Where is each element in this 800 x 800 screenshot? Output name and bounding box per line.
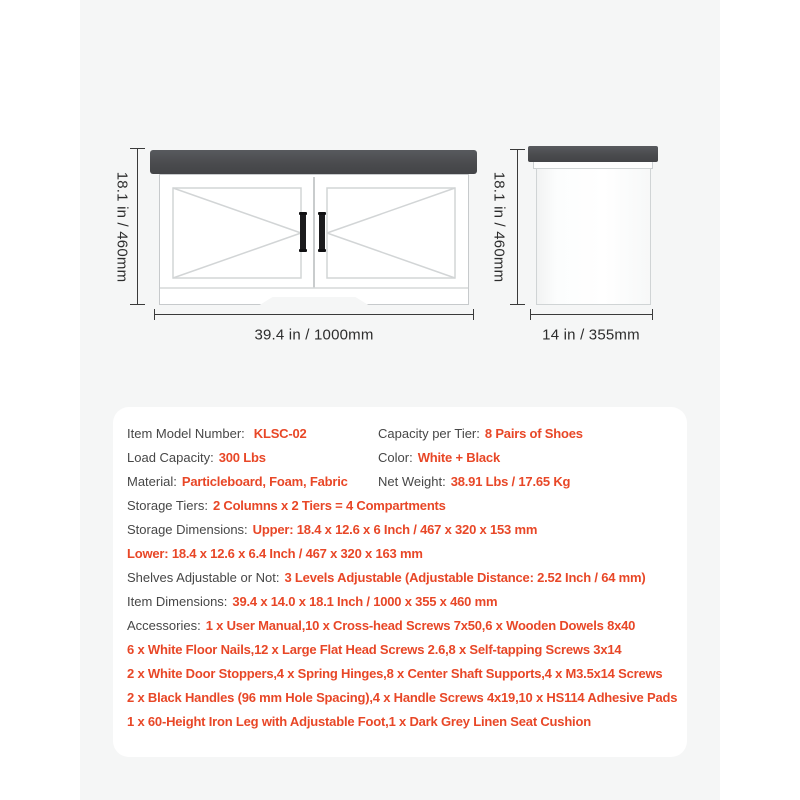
spec-cell-capacity-per-tier [378, 422, 675, 446]
spec-value: 2 x White Door Stoppers,4 x Spring Hinges,8 x Center Shaft Supports,4 x M3.5x14 Screws [127, 666, 663, 681]
spec-value: 39.4 x 14.0 x 18.1 Inch / 1000 x 355 x 460 mm [232, 594, 498, 609]
spec-value: 1 x User Manual,10 x Cross-head Screws 7x50,6 x Wooden Dowels 8x40 [205, 618, 636, 633]
spec-value: 2 x Black Handles (96 mm Hole Spacing),4 x Handle Screws 4x19,10 x HS114 Adhesive Pads [127, 690, 678, 705]
side-width-left-cap [530, 309, 531, 320]
spec-value: KLSC-02 [253, 426, 307, 441]
side-height-label: 18.1 in / 460mm [490, 171, 508, 283]
spec-row-shelves-adjustable [127, 566, 675, 590]
spec-value: 1 x 60-Height Iron Leg with Adjustable Foot,1 x Dark Grey Linen Seat Cushion [127, 714, 591, 729]
front-height-dimension-line [137, 148, 138, 305]
front-door-pattern [160, 175, 468, 304]
front-width-label: 39.4 in / 1000mm [254, 326, 374, 344]
front-height-top-cap [130, 148, 145, 149]
spec-label: Net Weight: [378, 474, 446, 489]
front-width-left-cap [154, 309, 155, 320]
side-cabinet-body [536, 168, 651, 305]
spec-label: Color: [378, 450, 413, 465]
front-width-dimension-line [154, 314, 474, 315]
front-cabinet-body [159, 174, 469, 305]
spec-row-accessories-2 [127, 638, 675, 662]
spec-cell-load-capacity [127, 446, 378, 470]
spec-label: Load Capacity: [127, 450, 214, 465]
spec-label: Capacity per Tier: [378, 426, 480, 441]
side-height-top-cap [510, 149, 525, 150]
side-width-right-cap [652, 309, 653, 320]
front-height-bottom-cap [130, 304, 145, 305]
spec-row-storage-tiers [127, 494, 675, 518]
spec-row-accessories-1 [127, 614, 675, 638]
left-door-handle [300, 212, 306, 252]
spec-label: Item Model Number: [127, 426, 245, 441]
side-cushion [528, 146, 658, 162]
side-width-label: 14 in / 355mm [542, 326, 640, 344]
spec-value: 38.91 Lbs / 17.65 Kg [450, 474, 571, 489]
front-cushion [150, 150, 477, 174]
front-base-notch [258, 297, 370, 306]
front-width-right-cap [473, 309, 474, 320]
spec-cell-material [127, 470, 378, 494]
spec-label: Storage Dimensions: [127, 522, 248, 537]
spec-value: 2 Columns x 2 Tiers = 4 Compartments [212, 498, 446, 513]
spec-label: Item Dimensions: [127, 594, 228, 609]
spec-row-item-dimensions [127, 590, 675, 614]
spec-value: White + Black [417, 450, 500, 465]
spec-label: Accessories: [127, 618, 201, 633]
spec-row-accessories-4 [127, 686, 678, 710]
spec-value: 300 Lbs [218, 450, 266, 465]
spec-value: 3 Levels Adjustable (Adjustable Distance: 2.52 Inch / 64 mm) [284, 570, 646, 585]
spec-label: Material: [127, 474, 177, 489]
spec-row-accessories-5 [127, 710, 675, 734]
spec-cell-color [378, 446, 675, 470]
specifications-card [113, 407, 687, 757]
spec-row-storage-dimensions-upper [127, 518, 675, 542]
spec-value: 6 x White Floor Nails,12 x Large Flat Head Screws 2.6,8 x Self-tapping Screws 3x14 [127, 642, 622, 657]
spec-label: Shelves Adjustable or Not: [127, 570, 280, 585]
spec-row-material-weight [127, 470, 675, 494]
side-height-bottom-cap [510, 304, 525, 305]
side-height-dimension-line [517, 149, 518, 305]
right-door-handle [319, 212, 325, 252]
front-height-label: 18.1 in / 460mm [113, 171, 131, 283]
spec-value: Particleboard, Foam, Fabric [181, 474, 348, 489]
spec-row-accessories-3 [127, 662, 675, 686]
spec-value: Upper: 18.4 x 12.6 x 6 Inch / 467 x 320 x 153 mm [252, 522, 538, 537]
spec-cell-net-weight [378, 470, 675, 494]
spec-cell-model [127, 422, 378, 446]
spec-row-load-color [127, 446, 675, 470]
spec-value: Lower: 18.4 x 12.6 x 6.4 Inch / 467 x 320 x 163 mm [127, 546, 423, 561]
side-width-dimension-line [530, 314, 653, 315]
spec-value: 8 Pairs of Shoes [484, 426, 583, 441]
spec-row-model-capacity [127, 422, 675, 446]
spec-row-storage-dimensions-lower [127, 542, 675, 566]
spec-label: Storage Tiers: [127, 498, 208, 513]
